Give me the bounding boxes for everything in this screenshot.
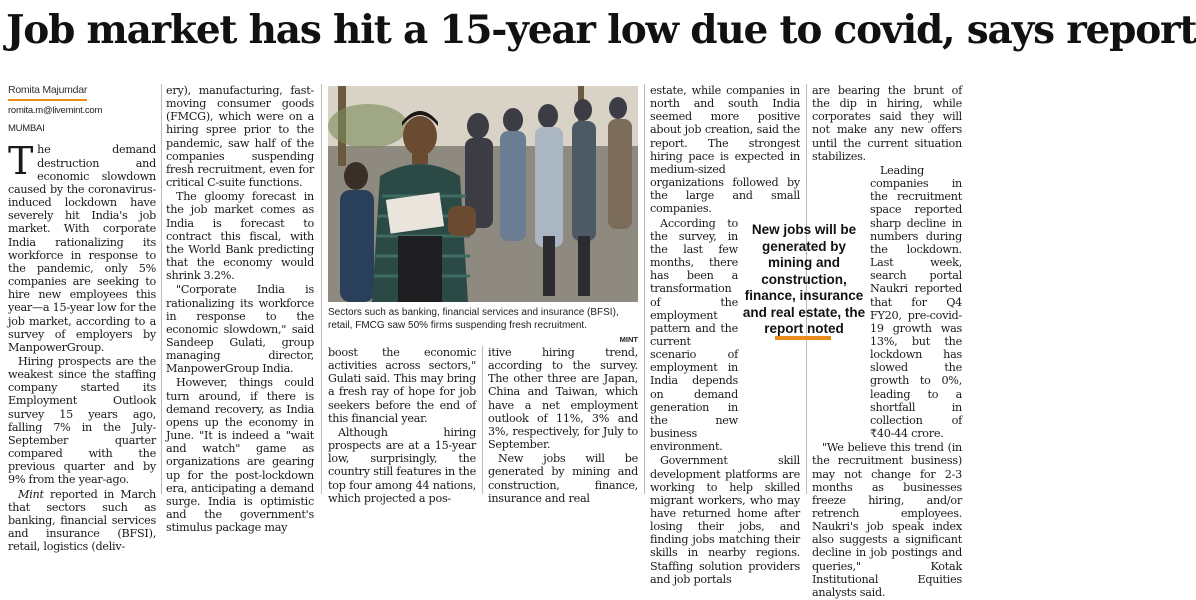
dateline: MUMBAI (8, 123, 45, 135)
column-rule (482, 346, 483, 494)
paragraph: are bearing the brunt of the dip in hiring, while corporates said they will not make any new offers until the current situation stabilizes. (812, 84, 962, 163)
paragraph: Government skill development platforms are working to help skilled migrant workers, who may have returned home after losing their jobs, and finding jobs matching their skills in nearby regions. Staffing solution providers and job portals (650, 454, 800, 586)
paragraph: ery), manufacturing, fast-moving consumer goods (FMCG), which were on a hiring spree prior to the pandemic, saw half of the companies suspending fresh recruitment, even for critical C-suite functions. (166, 84, 314, 190)
byline-author: Romita Majumdar (8, 84, 87, 101)
column-3 (328, 346, 476, 506)
paragraph: The demand destruction and economic slowdown caused by the coronavirus-induced lockdown have severely hit India's job market. With corporate India rationalizing its workforce in response to the pandemic, only 5% companies are seeking to hire new employees this year—a 15-year low for the job market, according to a survey of employers by ManpowerGroup. (8, 139, 156, 354)
photo-caption: Sectors such as banking, financial services and insurance (BFSI), retail, FMCG saw 50% firms suspending fresh recruitment. MINT (328, 307, 638, 344)
column-2 (166, 84, 314, 535)
byline-email: romita.m@livemint.com (8, 105, 103, 117)
news-photo (328, 86, 638, 302)
headline: Job market has hit a 15-year low due to covid, says report (6, 7, 1196, 53)
paragraph: itive hiring trend, according to the survey. The other three are Japan, China and Taiwan, which have a net employment outlook of 11%, 3% and 3%, respectively, for July to September. (488, 346, 638, 452)
students-crowd-image (328, 86, 638, 302)
paragraph: New jobs will be generated by mining and construction, finance, insurance and real (488, 452, 638, 505)
photo-credit: MINT (619, 335, 638, 344)
paragraph: Leading companies in the recruitment space reported sharp decline in numbers during the lockdown. Last week, search portal Naukri reported that for Q4 FY20, pre-covid-19 growth was 13%, but the lockdown has slowed the growth to 0%, leading to a shortfall in collection of ₹40-44 crore. (870, 163, 962, 441)
paragraph: Although hiring prospects are at a 15-year low, surprisingly, the country still features in the top four among 44 nations, which projected a pos- (328, 425, 476, 505)
column-rule (161, 84, 162, 494)
pull-quote: New jobs will be generated by mining and construction, finance, insurance and real estate, the report noted (742, 222, 866, 336)
paragraph: boost the economic activities across sectors," Gulati said. This may bring a fresh ray of hope for job seekers before the end of this financial year. (328, 346, 476, 425)
paragraph: Hiring prospects are the weakest since the staffing company started its Employment Outlook survey 15 years ago, falling 7% in the July-September quarter compared with the previous quarter and by 9% from the year-ago. (8, 354, 156, 487)
pull-quote-accent-bar (775, 336, 831, 340)
column-1 (8, 83, 156, 554)
paragraph: "Corporate India is rationalizing its workforce in response to the economic slowdown," said Sandeep Gulati, group managing director, ManpowerGroup India. (166, 283, 314, 376)
dropcap: T (8, 139, 34, 184)
paragraph: Mint reported in March that sectors such as banking, financial services and insurance (BFSI), retail, logistics (deliv- (8, 487, 156, 554)
column-6 (812, 84, 962, 600)
paragraph: According to the survey, in the last few months, there has been a transformation of the employment pattern and the current scenario of employment in India depends on demand generation in the new business environment. (650, 216, 738, 454)
paragraph: However, things could turn around, if there is demand recovery, as India opens up the economy in June. "It is indeed a "wait and watch" game as organizations are gearing up for the post-lockdown era, anticipating a demand surge. India is optimistic and the government's stimulus package may (166, 376, 314, 535)
paragraph: estate, while companies in north and south India seemed more positive about job creation, said the report. The strongest hiring pace is expected in medium-sized organizations followed by the large and small companies. (650, 84, 800, 216)
column-rule (321, 84, 322, 494)
paragraph: "We believe this trend (in the recruitment business) may not change for 2-3 months as businesses freeze hiring, and/or retrench employees. Naukri's job speak index also suggests a significant decline in job postings and queries," Kotak Institutional Equities analysts said. (812, 441, 962, 599)
paragraph: The gloomy forecast in the job market comes as India is forecast to contract this fiscal, with the World Bank predicting that the economy would shrink 3.2%. (166, 190, 314, 283)
column-rule (644, 84, 645, 494)
column-4 (488, 346, 638, 506)
